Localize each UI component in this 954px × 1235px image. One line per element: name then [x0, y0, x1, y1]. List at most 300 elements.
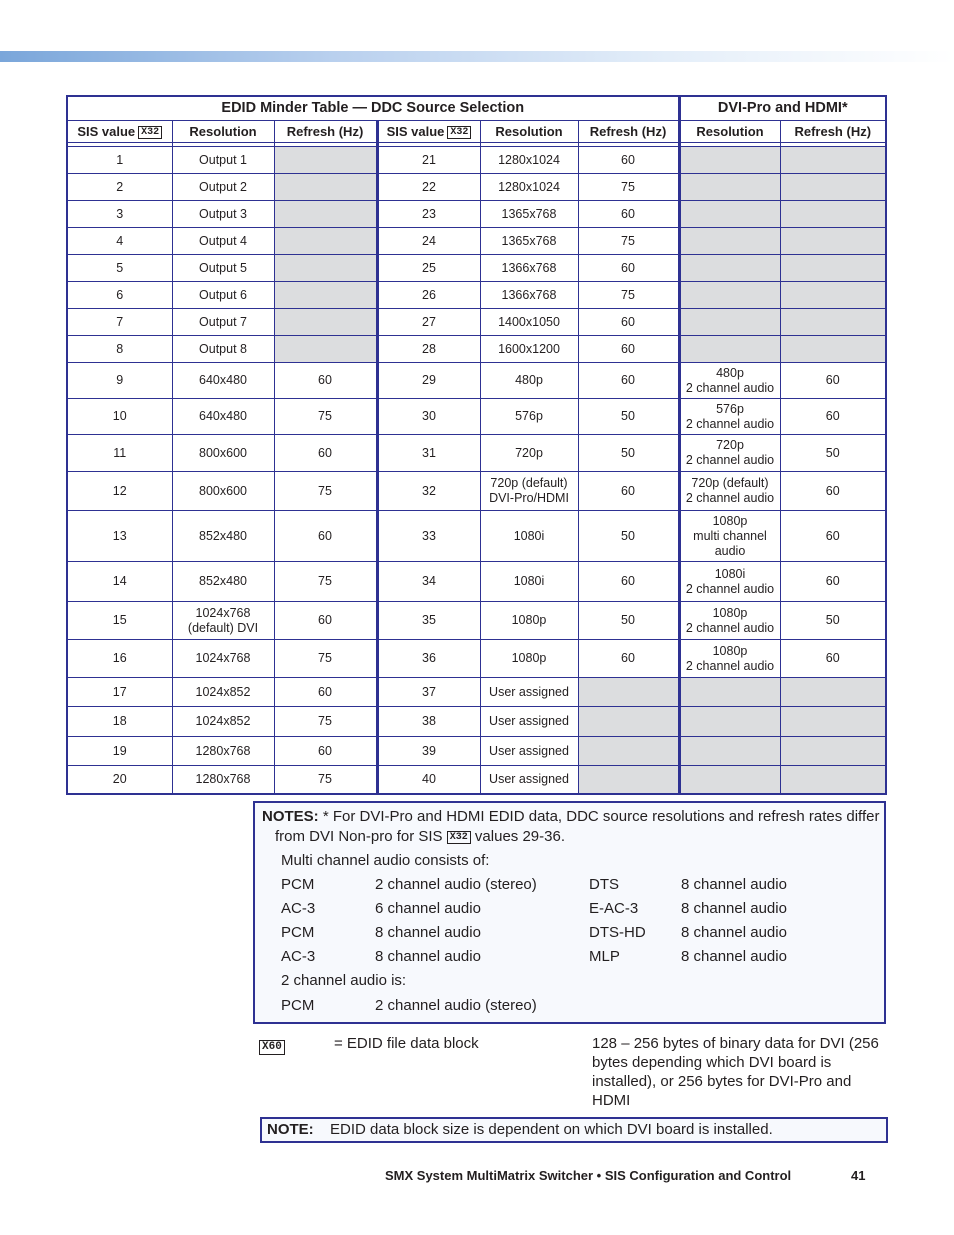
audio-description: 8 channel audio — [681, 900, 787, 917]
cell-resolution — [172, 766, 274, 794]
cell-resolution — [679, 399, 780, 435]
cell-resolution-text: 640x480 — [199, 373, 247, 387]
cell-refresh — [578, 309, 679, 336]
cell-refresh — [578, 336, 679, 363]
cell-sis-value-text: 17 — [112, 684, 127, 699]
cell-sis-value-text: 12 — [112, 483, 127, 498]
cell-refresh — [274, 640, 377, 678]
cell-refresh — [274, 201, 377, 228]
cell-sis-value — [67, 201, 172, 228]
cell-sis-value-text: 34 — [422, 574, 436, 588]
cell-sis-value-text: 4 — [116, 233, 124, 248]
table-row — [67, 174, 886, 201]
cell-resolution-text: 1080p — [712, 605, 748, 620]
cell-resolution-text: 720p (default) — [490, 476, 568, 490]
cell-resolution — [172, 336, 274, 363]
cell-resolution — [679, 174, 780, 201]
cell-sis-value-text: 39 — [422, 743, 436, 758]
table-row — [67, 707, 886, 737]
header-refresh: Refresh (Hz) — [578, 121, 679, 143]
cell-refresh — [780, 228, 886, 255]
cell-refresh — [780, 562, 886, 602]
table-row — [67, 511, 886, 562]
cell-sis-value-text: 26 — [422, 287, 436, 302]
cell-resolution-text: User assigned — [489, 714, 569, 728]
header-gradient-bar — [0, 51, 954, 62]
header-resolution: Resolution — [172, 121, 274, 143]
notes-second-line: from DVI Non-pro for SIS X32 values 29-36. — [275, 828, 565, 845]
audio-description: 2 channel audio (stereo) — [375, 876, 537, 893]
cell-sis-value — [67, 336, 172, 363]
cell-sis-value — [377, 511, 480, 562]
cell-sis-value-text: 27 — [422, 314, 436, 329]
note-text: EDID data block size is dependent on which DVI board is installed. — [330, 1121, 773, 1138]
cell-sis-value-text: 28 — [422, 341, 436, 356]
cell-refresh — [780, 602, 886, 640]
table-row — [67, 399, 886, 435]
cell-resolution — [679, 282, 780, 309]
cell-resolution — [480, 435, 578, 472]
cell-refresh — [578, 282, 679, 309]
cell-resolution-text: 1600x1200 — [498, 341, 560, 356]
cell-resolution-text: 480p — [515, 373, 543, 387]
cell-sis-value-text: 36 — [422, 651, 436, 665]
cell-sis-value — [377, 766, 480, 794]
cell-refresh — [780, 174, 886, 201]
cell-resolution-text: Output 2 — [199, 179, 247, 194]
cell-sis-value-text: 1 — [116, 152, 124, 167]
cell-resolution — [480, 147, 578, 174]
cell-resolution — [172, 363, 274, 399]
cell-refresh-text: 60 — [318, 528, 332, 543]
cell-sis-value-text: 25 — [422, 260, 436, 275]
cell-sis-value-text: 23 — [422, 206, 436, 221]
cell-sis-value — [67, 678, 172, 707]
cell-refresh — [780, 147, 886, 174]
cell-sis-value — [67, 511, 172, 562]
cell-resolution — [172, 678, 274, 707]
cell-resolution-text: 852x480 — [199, 528, 247, 543]
cell-resolution-text: 1365x768 — [501, 206, 557, 221]
audio-description: 6 channel audio — [375, 900, 481, 917]
audio-format: DTS-HD — [589, 924, 646, 941]
cell-resolution — [679, 147, 780, 174]
cell-sis-value — [377, 602, 480, 640]
cell-sis-value-text: 32 — [422, 483, 436, 498]
cell-resolution-text: 1280x1024 — [498, 179, 560, 194]
cell-sis-value — [377, 472, 480, 511]
audio-description: 8 channel audio — [681, 876, 787, 893]
audio-description: 2 channel audio (stereo) — [375, 997, 537, 1014]
table-row — [67, 228, 886, 255]
audio-format: E-AC-3 — [589, 900, 639, 917]
cell-sis-value — [377, 147, 480, 174]
cell-refresh-text: 60 — [621, 483, 635, 498]
cell-refresh — [274, 737, 377, 766]
cell-resolution — [480, 363, 578, 399]
table-row — [67, 640, 886, 678]
cell-refresh-text: 75 — [318, 409, 332, 423]
cell-refresh — [780, 363, 886, 399]
cell-resolution-text: 1080i — [714, 566, 746, 581]
cell-refresh-text: 60 — [825, 574, 840, 588]
cell-resolution — [480, 399, 578, 435]
cell-resolution-text: Output 6 — [199, 287, 247, 302]
cell-refresh — [578, 201, 679, 228]
table-row — [67, 363, 886, 399]
cell-sis-value — [377, 435, 480, 472]
cell-resolution — [679, 511, 780, 562]
header-resolution: Resolution — [679, 121, 780, 143]
cell-resolution-text: Output 5 — [199, 260, 247, 275]
cell-resolution — [172, 147, 274, 174]
cell-resolution-text: 1365x768 — [501, 233, 557, 248]
cell-refresh-text: 60 — [318, 373, 332, 387]
audio-format: PCM — [281, 876, 315, 893]
cell-resolution-text: 1080p — [712, 513, 748, 528]
cell-resolution-text: 1024x852 — [195, 714, 251, 728]
cell-resolution — [480, 472, 578, 511]
cell-resolution — [480, 640, 578, 678]
cell-refresh-text: 60 — [825, 528, 840, 543]
cell-resolution-text: 1080p — [511, 613, 547, 627]
cell-refresh-text: 75 — [621, 233, 635, 248]
notes-first-line — [262, 807, 880, 826]
cell-resolution — [480, 562, 578, 602]
table-row — [67, 147, 886, 174]
cell-refresh — [274, 174, 377, 201]
cell-refresh — [578, 147, 679, 174]
cell-sis-value — [377, 309, 480, 336]
cell-refresh — [578, 511, 679, 562]
table-row — [67, 201, 886, 228]
cell-sis-value-text: 35 — [422, 613, 436, 627]
header-refresh: Refresh (Hz) — [274, 121, 377, 143]
cell-resolution — [172, 640, 274, 678]
cell-refresh-text: 60 — [621, 260, 635, 275]
multi-channel-heading: Multi channel audio consists of: — [281, 852, 490, 869]
cell-refresh — [578, 435, 679, 472]
cell-resolution — [679, 255, 780, 282]
cell-resolution — [172, 472, 274, 511]
cell-resolution — [480, 255, 578, 282]
cell-resolution-text: 576p — [515, 409, 543, 423]
header-resolution: Resolution — [480, 121, 578, 143]
cell-refresh — [578, 737, 679, 766]
cell-resolution-text: 2 channel audio — [685, 453, 775, 467]
cell-sis-value-text: 11 — [113, 445, 127, 460]
cell-refresh-text: 75 — [621, 179, 635, 194]
cell-refresh — [274, 678, 377, 707]
cell-resolution-text: 1280x1024 — [498, 152, 560, 167]
cell-refresh — [780, 707, 886, 737]
cell-resolution — [480, 282, 578, 309]
cell-refresh — [780, 255, 886, 282]
cell-sis-value-text: 29 — [422, 373, 436, 387]
cell-refresh — [578, 562, 679, 602]
cell-refresh — [274, 147, 377, 174]
cell-resolution-text: 2 channel audio — [685, 620, 775, 635]
cell-sis-value-text: 31 — [422, 445, 436, 460]
cell-sis-value-text: 33 — [422, 528, 436, 543]
cell-resolution-text: User assigned — [489, 684, 569, 699]
audio-format: DTS — [589, 876, 619, 893]
cell-resolution — [679, 707, 780, 737]
cell-sis-value-text: 20 — [112, 771, 127, 786]
table-group-title: EDID Minder Table — DDC Source Selection — [67, 96, 679, 121]
cell-sis-value-text: 22 — [422, 179, 436, 194]
cell-sis-value-text: 15 — [112, 613, 127, 627]
cell-refresh — [274, 435, 377, 472]
cell-refresh — [274, 511, 377, 562]
cell-refresh — [578, 174, 679, 201]
cell-refresh-text: 60 — [318, 613, 332, 627]
cell-sis-value-text: 10 — [112, 409, 127, 423]
cell-resolution — [172, 737, 274, 766]
x60-size-description: 128 – 256 bytes of binary data for DVI (256 bytes depending which DVI board is installed), or 256 bytes for DVI-Pro and HDMI — [592, 1035, 879, 1109]
cell-resolution — [679, 201, 780, 228]
cell-sis-value — [67, 363, 172, 399]
cell-sis-value-text: 24 — [422, 233, 436, 248]
cell-refresh-text: 50 — [621, 613, 635, 627]
cell-resolution — [172, 435, 274, 472]
cell-refresh — [780, 472, 886, 511]
cell-sis-value — [377, 282, 480, 309]
table-row — [67, 602, 886, 640]
cell-resolution — [679, 363, 780, 399]
cell-sis-value — [377, 707, 480, 737]
cell-refresh — [274, 228, 377, 255]
cell-sis-value-text: 40 — [422, 771, 436, 786]
audio-description: 8 channel audio — [375, 924, 481, 941]
cell-refresh-text: 60 — [621, 206, 635, 221]
cell-sis-value-text: 7 — [116, 314, 124, 329]
cell-refresh — [780, 511, 886, 562]
table-row — [67, 737, 886, 766]
cell-refresh — [780, 766, 886, 794]
cell-resolution-text: Output 1 — [199, 152, 247, 167]
cell-resolution — [679, 602, 780, 640]
cell-refresh — [578, 399, 679, 435]
cell-refresh-text: 50 — [825, 445, 840, 460]
cell-sis-value-text: 5 — [116, 260, 124, 275]
header-refresh: Refresh (Hz) — [780, 121, 886, 143]
cell-refresh-text: 60 — [621, 373, 635, 387]
cell-resolution — [172, 174, 274, 201]
cell-resolution — [172, 602, 274, 640]
cell-refresh-text: 75 — [318, 574, 332, 588]
cell-refresh — [780, 399, 886, 435]
table-row — [67, 678, 886, 707]
table-row — [67, 766, 886, 794]
cell-resolution-text: 720p — [716, 438, 744, 452]
cell-refresh-text: 60 — [621, 152, 635, 167]
cell-sis-value — [377, 228, 480, 255]
cell-sis-value — [377, 174, 480, 201]
cell-resolution — [679, 228, 780, 255]
cell-resolution-text: 640x480 — [199, 409, 247, 423]
cell-sis-value — [67, 707, 172, 737]
cell-resolution-text: DVI-Pro/HDMI — [489, 491, 569, 505]
cell-resolution-text: 720p — [515, 445, 543, 460]
audio-format: AC-3 — [281, 948, 316, 965]
cell-resolution — [172, 228, 274, 255]
x32-variable-tag: X32 — [138, 126, 162, 139]
cell-resolution-text: 2 channel audio — [685, 491, 775, 505]
cell-refresh-text: 50 — [621, 528, 635, 543]
cell-refresh — [780, 201, 886, 228]
notes-label: NOTES: — [262, 808, 319, 825]
cell-sis-value — [67, 309, 172, 336]
cell-refresh — [578, 678, 679, 707]
cell-refresh — [274, 282, 377, 309]
cell-sis-value-text: 18 — [112, 714, 127, 728]
edid-minder-table — [66, 95, 887, 795]
cell-resolution — [480, 511, 578, 562]
cell-sis-value-text: 9 — [116, 373, 124, 387]
cell-resolution-text: (default) DVI — [187, 620, 259, 635]
cell-sis-value-text: 16 — [112, 651, 127, 665]
cell-resolution — [172, 562, 274, 602]
cell-sis-value-text: 37 — [422, 684, 436, 699]
cell-resolution — [480, 309, 578, 336]
x60-variable-tag: X60 — [259, 1040, 285, 1055]
cell-refresh-text: 75 — [318, 483, 332, 498]
cell-resolution — [679, 737, 780, 766]
cell-refresh — [578, 255, 679, 282]
cell-resolution-text: 1080p — [712, 643, 748, 658]
cell-resolution — [480, 174, 578, 201]
cell-refresh — [274, 255, 377, 282]
cell-sis-value-text: 8 — [116, 341, 124, 356]
cell-sis-value — [67, 147, 172, 174]
cell-refresh — [274, 472, 377, 511]
cell-resolution-text: audio — [714, 543, 746, 558]
cell-resolution — [172, 309, 274, 336]
cell-resolution-text: 1024x852 — [195, 684, 251, 699]
cell-refresh — [578, 363, 679, 399]
x60-description: = EDID file data block — [334, 1035, 479, 1052]
cell-refresh — [780, 640, 886, 678]
cell-sis-value — [377, 255, 480, 282]
cell-sis-value — [67, 766, 172, 794]
note-label: NOTE: — [267, 1121, 314, 1138]
cell-sis-value — [67, 562, 172, 602]
cell-resolution — [679, 472, 780, 511]
cell-resolution — [172, 399, 274, 435]
cell-refresh — [274, 602, 377, 640]
cell-resolution-text: 1080i — [513, 574, 545, 588]
cell-refresh-text: 60 — [621, 314, 635, 329]
cell-sis-value — [67, 228, 172, 255]
audio-format: AC-3 — [281, 900, 316, 917]
cell-refresh-text: 60 — [825, 483, 840, 498]
cell-resolution — [679, 336, 780, 363]
cell-resolution — [679, 309, 780, 336]
cell-refresh — [780, 737, 886, 766]
cell-resolution — [480, 228, 578, 255]
cell-sis-value — [67, 435, 172, 472]
cell-refresh — [780, 336, 886, 363]
cell-resolution-text: Output 7 — [199, 314, 247, 329]
cell-refresh-text: 60 — [621, 341, 635, 356]
cell-sis-value-text: 19 — [112, 743, 127, 758]
cell-resolution — [679, 678, 780, 707]
cell-refresh-text: 60 — [621, 574, 635, 588]
cell-refresh — [780, 309, 886, 336]
cell-refresh-text: 60 — [825, 373, 840, 387]
cell-resolution — [679, 435, 780, 472]
cell-sis-value-text: 13 — [112, 528, 127, 543]
cell-resolution-text: 1400x1050 — [498, 314, 560, 329]
cell-refresh-text: 60 — [318, 743, 332, 758]
cell-resolution — [172, 707, 274, 737]
cell-resolution — [172, 282, 274, 309]
two-channel-heading: 2 channel audio is: — [281, 972, 407, 989]
cell-refresh — [274, 336, 377, 363]
page-footer-title: SMX System MultiMatrix Switcher • SIS Configuration and Control — [385, 1168, 792, 1183]
cell-resolution-text: 720p (default) — [691, 476, 769, 490]
cell-refresh-text: 50 — [621, 445, 635, 460]
cell-refresh-text: 60 — [825, 651, 840, 665]
cell-refresh — [578, 472, 679, 511]
cell-resolution — [172, 201, 274, 228]
cell-sis-value — [377, 737, 480, 766]
cell-refresh-text: 60 — [318, 445, 332, 460]
cell-refresh-text: 75 — [318, 651, 332, 665]
cell-resolution — [480, 737, 578, 766]
cell-sis-value-text: 3 — [116, 206, 124, 221]
cell-sis-value — [67, 282, 172, 309]
table-row — [67, 336, 886, 363]
cell-refresh — [780, 282, 886, 309]
table-row — [67, 309, 886, 336]
cell-resolution-text: User assigned — [489, 743, 569, 758]
table-group-title-dvi-pro: DVI-Pro and HDMI* — [679, 96, 886, 121]
cell-sis-value — [377, 640, 480, 678]
table-row — [67, 472, 886, 511]
cell-refresh — [274, 399, 377, 435]
cell-resolution — [172, 255, 274, 282]
cell-resolution-text: Output 4 — [199, 233, 247, 248]
audio-format: MLP — [589, 948, 620, 965]
cell-resolution-text: 1080p — [511, 651, 547, 665]
cell-resolution-text: 800x600 — [199, 445, 247, 460]
cell-resolution-text: 852x480 — [199, 574, 247, 588]
cell-sis-value-text: 14 — [112, 574, 127, 588]
cell-sis-value-text: 38 — [422, 714, 436, 728]
cell-resolution — [480, 201, 578, 228]
cell-refresh — [780, 678, 886, 707]
cell-sis-value-text: 21 — [422, 152, 436, 167]
cell-sis-value — [67, 255, 172, 282]
cell-refresh-text: 75 — [318, 771, 332, 786]
cell-sis-value — [377, 363, 480, 399]
x32-variable-tag: X32 — [447, 126, 471, 139]
cell-resolution-text: 2 channel audio — [685, 658, 775, 673]
header-sis-value: SIS value X32 — [67, 121, 172, 143]
cell-sis-value — [67, 472, 172, 511]
cell-refresh — [578, 707, 679, 737]
cell-resolution — [679, 562, 780, 602]
cell-resolution — [480, 336, 578, 363]
cell-resolution-text: 2 channel audio — [685, 380, 775, 395]
notes-text: * For DVI-Pro and HDMI EDID data, DDC source resolutions and refresh rates differ — [322, 808, 880, 825]
cell-resolution-text: 480p — [716, 365, 744, 380]
cell-resolution — [172, 511, 274, 562]
cell-refresh — [578, 766, 679, 794]
cell-resolution-text: 1024x768 — [195, 651, 251, 665]
